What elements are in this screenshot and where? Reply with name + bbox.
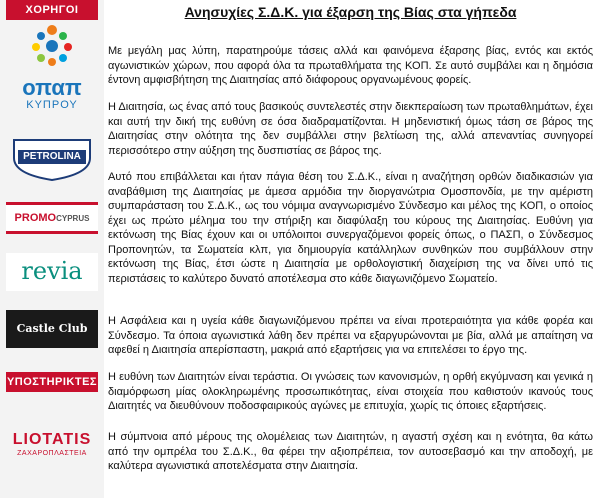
opap-logo[interactable]	[6, 22, 98, 114]
revia-wordmark: revia	[21, 257, 83, 285]
article-paragraph-3: Αυτό που επιβάλλεται και ήταν πάγια θέση του Σ.Δ.Κ., είναι η αναζήτηση ορθών διαδικασιών για αναβάθμιση της Διαιτησίας με άμεσα αρμόδια την διοργανώτρια Ομοσπονδία, με την αμέριστη συμπαράσταση του Σ.Δ.Κ., ως του νόμιμα αναγνωρισμένο Σύνδεσμο και μέλος της ΚΟΠ, ο οποίος έχει ως πρώτο μέλημα του την στήριξη και διαφύλαξη του κύρους της Διαιτησίας. Ευθύνη για εκτόνωση της Βίας έχουν και οι υπόλοιποι συνεργαζόμενοι φορείς όπως, ο ΠΑΣΠ, ο Σύνδεσμος Προπονητών, τα Σωματεία κλπ, για δημιουργία κατάλληλων συνθηκών που συμβάλλουν στην εκτόνωση της Βίας, έτσι ώστε η Διαιτησία με ορθολογιστική διαχείριση της να δίνει υπό τις περιστάσεις το καλύτερο δυνατό αποτέλεσμα στο κάθε διαγωνιζόμενο Σωματείο.	[108, 171, 593, 285]
promo-wordmark: PROMO	[14, 212, 57, 224]
petrolina-wordmark: PETROLINA	[23, 151, 81, 162]
opap-subtitle: ΚΥΠΡΟΥ	[26, 99, 78, 111]
article-paragraph-1: Με μεγάλη μας λύπη, παρατηρούμε τάσεις αλλά και φαινόμενα έξαρσης βίας, εντός και εκτός αγωνιστικών χώρων, που αφορά όλα τα πρωταθλήματα της ΚΟΠ. Σε αυτό συμβάλει και η δημόσια έντονη αμφισβήτηση της Διαιτησίας από διάφορους οργανωμένους φορείς.	[108, 45, 593, 86]
promo-cyprus-word: CYPRUS	[56, 214, 90, 223]
castle-club-logo[interactable]: Castle Club	[6, 310, 98, 348]
promo-cyprus-logo[interactable]	[6, 198, 98, 238]
supporters-heading: ΥΠΟΣΤΗΡΙΚΤΕΣ	[6, 372, 98, 392]
article-paragraph-4: Η Ασφάλεια και η υγεία κάθε διαγωνιζόμενου πρέπει να είναι προτεραιότητα για κάθε φορέα και Σύνδεσμο. Τα όποια αγωνιστικά λάθη δεν πρέπει να εξαργυρώνονται με βία, αλλά με απαίτηση να αφεθεί η Διαιτησία απερίσπαστη, μακριά από εξαρτήσεις για να επιτελέσει το έργο της.	[108, 315, 593, 356]
article	[108, 0, 593, 498]
article-paragraph-2: Η Διαιτησία, ως ένας από τους βασικούς συντελεστές στην διεκπεραίωση των πρωταθλημάτων, έχει και αυτή την δική της ευθύνη σε όσα διαδραματίζονται. Η μηδενιστική όμως τάση σε βάρος της Διαιτησίας στην ολότητα της δεν συμβάλλει στην βελτίωση της, αλλά απεναντίας συνηγορεί περισσότερο στην αύξηση της δυσπιστίας σε βάρος της.	[108, 101, 593, 157]
opap-wordmark: οπαπ	[22, 75, 82, 100]
liotatis-wordmark: LIOTATIS	[12, 431, 92, 448]
sponsors-sidebar	[0, 0, 104, 498]
liotatis-subtitle: ΖΑΧΑΡΟΠΛΑΣΤΕΙΑ	[17, 450, 87, 457]
sponsors-heading: ΧΟΡΗΓΟΙ	[6, 0, 98, 20]
liotatis-logo[interactable]	[6, 430, 98, 466]
petrolina-logo[interactable]	[6, 136, 98, 182]
article-title: Ανησυχίες Σ.Δ.Κ. για έξαρση της Βίας στα γήπεδα	[184, 4, 517, 20]
opap-figure-icon	[22, 22, 82, 70]
revia-logo[interactable]	[6, 253, 98, 291]
article-paragraph-5: Η ευθύνη των Διαιτητών είναι τεράστια. Οι γνώσεις των κανονισμών, η ορθή εκγύμναση και γενικά η διαμόρφωση μίας ολοκληρωμένης προσωπικότητας, είναι στοιχεία που καθιστούν ικανούς τους Διαιτητές να διευθύνουν ποδοσφαιρικούς αγώνες με επιτυχία, χωρίς τις όποιες εξαρτήσεις.	[108, 371, 593, 412]
article-paragraph-6: Η σύμπνοια από μέρους της ολομέλειας των Διαιτητών, η αγαστή σχέση και η ενότητα, θα κάτω από την ομπρέλα του Σ.Δ.Κ., θα φέρει την αξιοπρέπεια, τον αυτοσεβασμό και την αποδοχή, με καλύτερα αγωνιστικά αποτελέσματα στην Διαιτησία.	[108, 431, 593, 472]
